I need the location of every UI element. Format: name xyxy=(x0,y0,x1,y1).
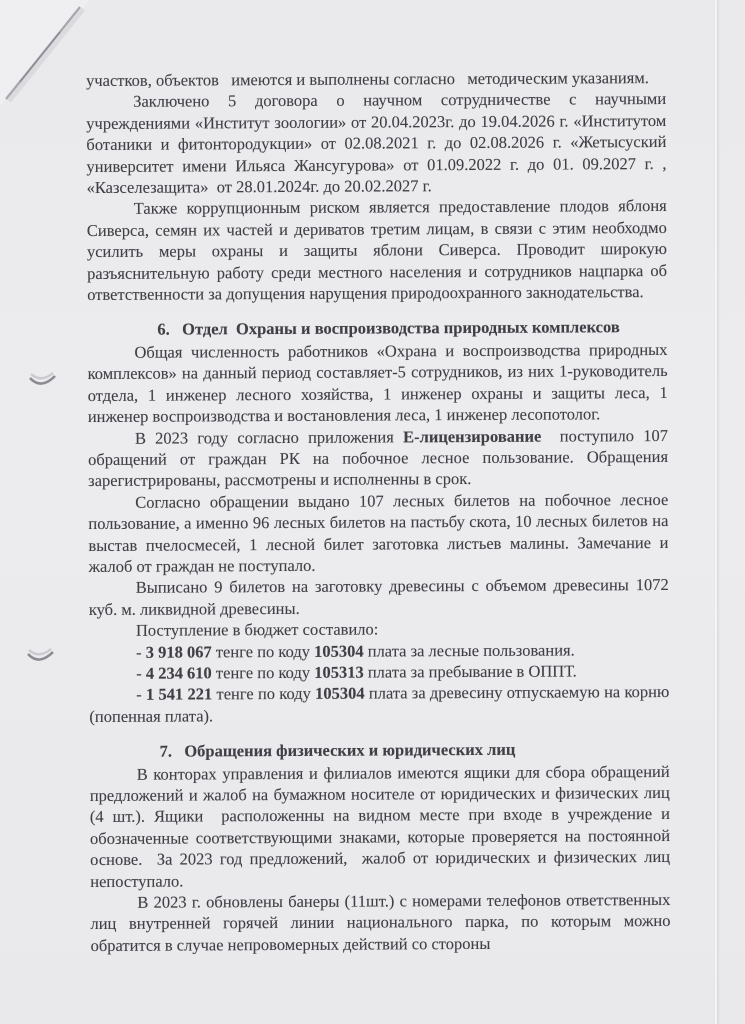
text-run: 3 918 067 xyxy=(145,641,212,662)
paragraph xyxy=(87,195,668,305)
paragraph xyxy=(86,88,667,198)
text-run: плата за древесину отпускаемую на корню (попенная плата). xyxy=(89,682,670,726)
staple-mark-bottom xyxy=(24,645,60,671)
paragraph xyxy=(89,639,669,663)
text-run: Поступление в бюджет составило: xyxy=(135,619,379,640)
text-run: 7. Обращения физических и юридических лиц xyxy=(159,739,516,761)
text-run: тенге по коду xyxy=(211,641,315,661)
paragraph xyxy=(87,339,667,428)
text-run: 105313 xyxy=(314,662,364,682)
section-heading xyxy=(90,738,670,762)
paragraph xyxy=(88,424,668,491)
text-run: Выписано 9 билетов на заготовку древесины с объемом древесины 1072 куб. м. ликвидной древесины. xyxy=(88,575,669,619)
text-run: 1 541 221 xyxy=(145,684,213,705)
paragraph xyxy=(89,574,669,620)
document-body xyxy=(86,67,671,956)
text-run: плата за лесные пользования. xyxy=(363,640,575,661)
text-run: 6. Отдел Охраны и воспроизводства природных комплексов xyxy=(157,317,620,340)
paragraph xyxy=(88,489,668,578)
text-run: тенге по коду xyxy=(212,684,316,704)
paragraph xyxy=(90,889,670,956)
text-run: участков, объектов имеются и выполнены согласно методическим указаниям. xyxy=(86,68,649,90)
text-run: 105304 xyxy=(315,683,365,704)
text-run: Е-лицензирование xyxy=(402,426,542,446)
text-run: 4 234 610 xyxy=(145,663,212,683)
paragraph xyxy=(89,660,669,684)
text-run: плата за пребывание в ОППТ. xyxy=(363,661,577,682)
text-run: Заключено 5 договора о научном сотрудничестве с научными учреждениями «Институт зоологии» от 20.04.2023г. до 19.04.2026 г. «Институтом ботаники и фитонтородукции» от 02.08.2021 г. до 02.08.2026 г. «Жетысуский университет имени Ильяса Жансугурова» от 01.09.2022 г. до 01. 09.2027 г. , «Казселезащита» от 28.01.2024г. до 20.02.2027 г. xyxy=(86,89,667,198)
text-run: Также коррупционным риском является предоставление плодов яблоня Сиверса, семян их частей и дериватов третим лицам, в связи с этим необходмо усилить меры охраны и защиты яблони Сиверса. Проводит широкую разъяснительную работу среди местного населения и сотрудников нацпарка об ответственности за допущения нарущения природоохранного закнодательства. xyxy=(86,196,668,305)
text-run: поступило 107 обращений от граждан РК на побочное лесное пользование. Обращения зарегистрированы, рассмотрены и исполненны в срок. xyxy=(87,425,669,491)
paragraph xyxy=(90,761,671,892)
text-run: - xyxy=(136,685,147,705)
paragraph xyxy=(89,681,669,727)
text-run: 105304 xyxy=(314,641,364,661)
text-run: В конторах управления и филиалов имеются ящики для сбора обращений предложений и жалоб на бумажном носителе от юридических и физических лиц (4 шт.). Ящики расположенны на видном месте при входе в учреждение и обозначенные соответствующими знаками, которые проверяется на постоянной основе. За 2023 год предложений, жалоб от юридических и физических лиц непоступало. xyxy=(89,761,671,891)
section-heading xyxy=(87,316,667,340)
text-run: - xyxy=(136,663,146,683)
paragraph xyxy=(86,67,666,91)
text-run: тенге по коду xyxy=(211,662,315,683)
text-run: В 2023 г. обновлены банеры (11шт.) с номерами телефонов ответственных лиц внутренней горячей линии национального парка, по которым можно обратится в случае непровомерных действий со стороны xyxy=(90,889,671,955)
text-run: В 2023 году согласно приложения xyxy=(134,426,404,448)
text-run: - xyxy=(135,642,146,662)
paragraph xyxy=(89,617,669,641)
paper-right-edge xyxy=(715,0,717,1024)
text-run: Согласно обращении выдано 107 лесных билетов на побочное лесное пользование, а именно 96 лесных билетов на пастьбу скота, 10 лесных билетов на выстав пчелосмесей, 1 лесной билет заготовка листьев малины. Замечание и жалоб от граждан не поступало. xyxy=(88,489,669,576)
staple-mark-top xyxy=(26,369,62,395)
text-run: Общая численность работников «Охрана и воспроизводства природных комплексов» на данный период составляет-5 сотрудников, из них 1-руководитель отдела, 1 инженер лесного хозяйства, 1 инженер охраны и защиты леса, 1 инженер воспроизводства и востановления леса, 1 инженер лесопотолог. xyxy=(87,339,668,427)
